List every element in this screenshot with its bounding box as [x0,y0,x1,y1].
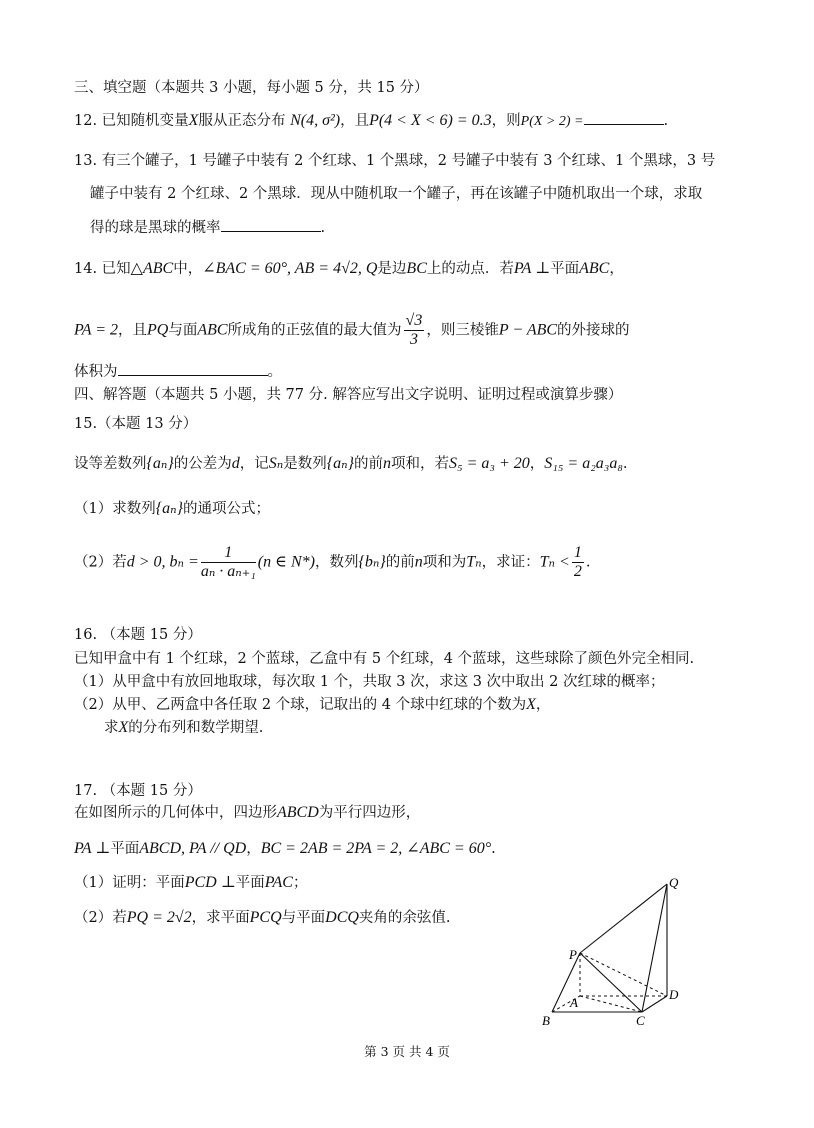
question-16-part2-line2: 求X的分布列和数学期望. [104,719,264,736]
figure-hidden-edges [552,953,667,1012]
question-17-part1: （1）证明：平面PCD ⊥平面PAC； [74,874,308,891]
question-17-head: 17. （本题 15 分） [74,783,202,799]
question-13-line2: 罐子中装有 2 个红球、2 个黑球．现从中随机取一个罐子，再在该罐子中随机取出一个球，求取 [90,186,703,202]
fraction-sqrt3-over-3: $\frac{√3}{3}$ [405,312,423,348]
fraction-half: $\frac{1}{2}$ [573,544,582,580]
question-12: 12. 已知随机变量X服从正态分布 N(4, σ²)，且P(4 < X < 6) = 0.3，则P(X > 2) = . [74,112,669,129]
question-13-line1: 13. 有三个罐子，1 号罐子中装有 2 个红球、1 个黑球，2 号罐子中装有 3 个红球、1 个黑球，3 号 [74,153,716,169]
label-q: Q [669,875,679,890]
label-a: A [570,995,578,1010]
question-14-line1: 14. 已知△ABC中，∠BAC = 60°, AB = 4√2, Q是边BC上的动点．若PA ⊥平面ABC， [74,260,624,277]
question-17-part2: （2）若PQ = 2√2，求平面PCQ与平面DCQ夹角的余弦值. [74,909,451,926]
question-13-line3: 得的球是黑球的概率 . [90,217,325,238]
figure-solid-edges [552,884,667,1012]
question-15-line1: 设等差数列{aₙ}的公差为d，记Sₙ是数列{aₙ}的前n项和，若S₅ = a₃ + 20，S₁₅ = a₂a₃a₈. [74,455,628,472]
question-16-part1: （1）从甲盒中有放回地取球，每次取 1 个，共取 3 次，求这 3 次中取出 2 次红球的概率； [74,674,665,690]
fraction-bn: $\frac{1}{\text{aₙ · aₙ₊₁}}$ [200,544,256,580]
question-14-line3: 体积为 。 [74,361,282,382]
question-17-line1: 在如图所示的几何体中，四边形ABCD为平行四边形， [74,804,421,821]
label-b: B [542,1013,550,1028]
section3-heading: 三、填空题（本题共 3 小题，每小题 5 分，共 15 分） [74,80,429,96]
question-14-line2: PA = 2，且PQ与面ABC所成角的正弦值的最大值为 $\frac{√3}{3}$ ，则三棱锥P − ABC的外接球的 [74,312,630,348]
answer-blank-13[interactable] [221,217,321,232]
question-15-part2: （2）若d > 0, bₙ = $\frac{1}{\text{aₙ · aₙ₊₁}}$ (n ∈ N*)，数列{bₙ}的前n项和为Tₙ，求证：Tₙ < $\frac{1}{2}$ . [74,544,591,580]
question-15-head: 15.（本题 13 分） [74,416,198,432]
question-17-line2: PA ⊥平面ABCD, PA // QD，BC = 2AB = 2PA = 2, ∠ABC = 60°. [74,840,496,857]
question-16-line1: 已知甲盒中有 1 个红球，2 个蓝球，乙盒中有 5 个红球，4 个蓝球，这些球除了颜色外完全相同. [74,651,695,667]
question-16-part2: （2）从甲、乙两盒中各任取 2 个球，记取出的 4 个球中红球的个数为X， [74,696,551,713]
page-footer: 第 3 页 共 4 页 [364,1044,450,1059]
question-16-head: 16. （本题 15 分） [74,627,202,643]
label-p: P [569,947,577,962]
answer-blank-12[interactable] [584,110,664,125]
section4-heading: 四、解答题（本题共 5 小题，共 77 分. 解答应写出文字说明、证明过程或演算步骤） [74,387,623,403]
label-c: C [636,1013,645,1028]
label-d: D [669,987,679,1002]
question-15-part1: （1）求数列{aₙ}的通项公式； [74,500,271,517]
answer-blank-14[interactable] [118,361,268,376]
